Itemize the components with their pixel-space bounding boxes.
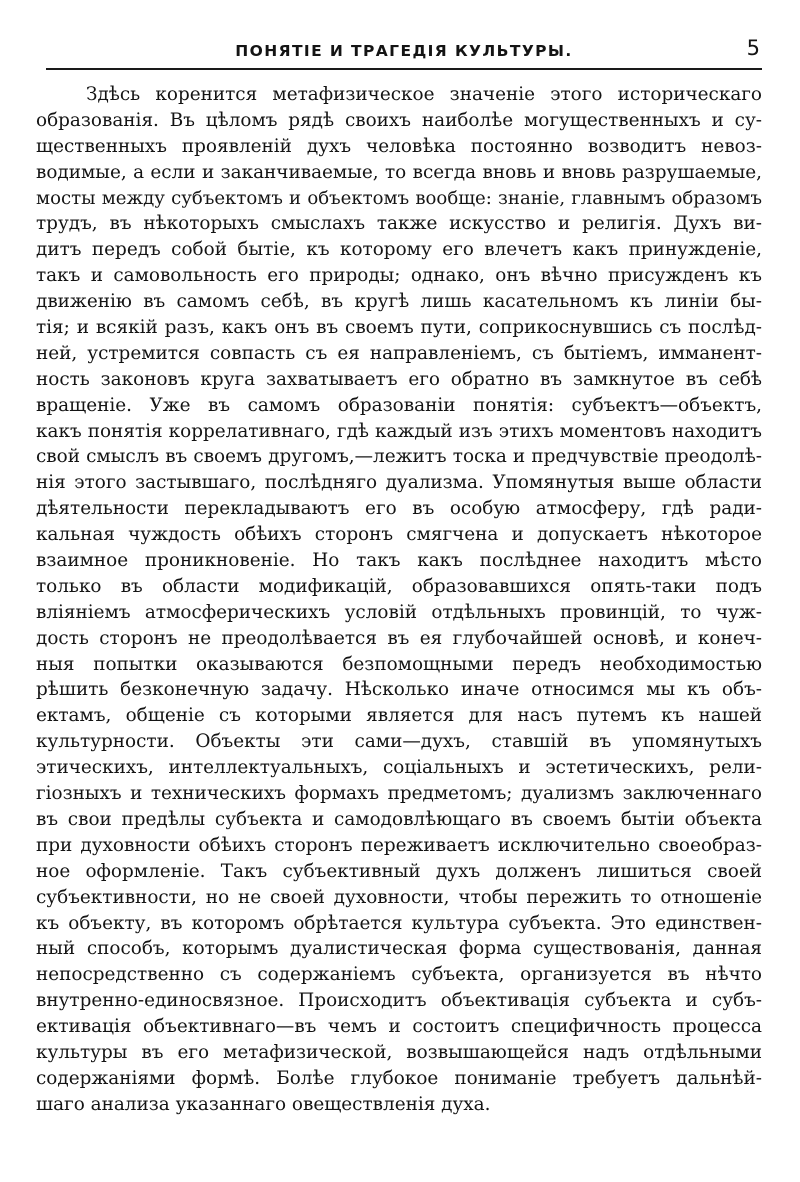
text-line: ный способъ, которымъ дуалистическая форма существованія, данная bbox=[36, 938, 762, 960]
text-line: культурности. Объекты эти сами—духъ, ставшій въ упомянутыхъ bbox=[36, 731, 762, 753]
page-number: 5 bbox=[746, 36, 760, 60]
text-line: кальная чуждость обѣихъ сторонъ смягчена и допускаетъ нѣкоторое bbox=[36, 524, 762, 546]
text-line: какъ понятія коррелативнаго, гдѣ каждый изъ этихъ моментовъ находитъ bbox=[36, 420, 762, 442]
text-line: гіозныхъ и техническихъ формахъ предметомъ; дуализмъ заключеннаго bbox=[36, 783, 762, 805]
text-line: вращеніе. Уже въ самомъ образованіи понятія: субъектъ—объектъ, bbox=[36, 394, 762, 416]
text-line: водимые, а если и заканчиваемые, то всегда вновь и вновь разрушаемые, bbox=[36, 161, 762, 183]
body-paragraph bbox=[36, 82, 762, 1118]
text-line: щественныхъ проявленій духъ человѣка постоянно возводитъ невоз- bbox=[36, 135, 762, 157]
text-line: свой смыслъ въ своемъ другомъ,—лежитъ тоска и предчувствіе преодолѣ- bbox=[36, 446, 762, 468]
text-line: только въ области модификацій, образовавшихся опять-таки подъ bbox=[36, 575, 762, 597]
text-line: движенію въ самомъ себѣ, въ кругѣ лишь касательномъ къ линіи бы- bbox=[36, 291, 762, 313]
text-line: взаимное проникновеніе. Но такъ какъ послѣднее находитъ мѣсто bbox=[36, 550, 762, 572]
text-line: мосты между субъектомъ и объектомъ вообще: знаніе, главнымъ образомъ bbox=[36, 187, 762, 209]
text-line: такъ и самовольность его природы; однако, онъ вѣчно присужденъ къ bbox=[36, 265, 762, 287]
text-line: ектамъ, общеніе съ которыми является для насъ путемъ къ нашей bbox=[36, 705, 762, 727]
text-line: рѣшить безконечную задачу. Нѣсколько иначе относимся мы къ объ- bbox=[36, 679, 762, 701]
text-line: непосредственно съ содержаніемъ субъекта, организуется въ нѣчто bbox=[36, 964, 762, 986]
text-line: ное оформленіе. Такъ субъективный духъ долженъ лишиться своей bbox=[36, 860, 762, 882]
text-line: образованія. Въ цѣломъ рядѣ своихъ наиболѣе могущественныхъ и су- bbox=[36, 109, 762, 131]
text-line: ныя попытки оказываются безпомощными передъ необходимостью bbox=[36, 653, 762, 675]
running-title: ПОНЯТІЕ И ТРАГЕДІЯ КУЛЬТУРЫ. bbox=[235, 42, 573, 60]
text-line: тія; и всякій разъ, какъ онъ въ своемъ пути, соприкоснувшись съ послѣд- bbox=[36, 317, 762, 339]
text-line: вліяніемъ атмосферическихъ условій отдѣльныхъ провинцій, то чуж- bbox=[36, 601, 762, 623]
text-line: Здѣсь коренится метафизическое значенiе этого историческаго bbox=[86, 84, 762, 105]
text-line: шаго анализа указаннаго овеществленія духа. bbox=[36, 1093, 491, 1115]
text-line: внутренно-единосвязное. Происходитъ объективація субъекта и субъ- bbox=[36, 990, 762, 1012]
text-line: дость сторонъ не преодолѣвается въ ея глубочайшей основѣ, и конеч- bbox=[36, 627, 762, 649]
page-header bbox=[46, 34, 762, 70]
text-line: въ свои предѣлы субъекта и самодовлѣющаго въ своемъ бытіи объекта bbox=[36, 808, 762, 830]
text-line: при духовности обѣихъ сторонъ переживаетъ исключительно своеобраз- bbox=[36, 834, 762, 856]
text-line: дитъ передъ собой бытіе, къ которому его влечетъ какъ принужденіе, bbox=[36, 239, 762, 261]
text-line: нія этого застывшаго, послѣдняго дуализма. Упомянутыя выше области bbox=[36, 472, 762, 494]
text-line: содержаніями формѣ. Болѣе глубокое пониманіе требуетъ дальнѣй- bbox=[36, 1067, 762, 1089]
text-line: ность законовъ круга захватываетъ его обратно въ замкнутое въ себѣ bbox=[36, 368, 762, 390]
text-line: культуры въ его метафизической, возвышающейся надъ отдѣльными bbox=[36, 1041, 762, 1063]
text-line: ективація объективнаго—въ чемъ и состоитъ специфичность процесса bbox=[36, 1016, 762, 1038]
text-line: трудъ, въ нѣкоторыхъ смыслахъ также искусство и религія. Духъ ви- bbox=[36, 213, 762, 235]
text-line: дѣятельности перекладываютъ его въ особую атмосферу, гдѣ ради- bbox=[36, 498, 762, 520]
text-line: субъективности, но не своей духовности, чтобы пережить то отношеніе bbox=[36, 886, 762, 908]
text-line: къ объекту, въ которомъ обрѣтается культура субъекта. Это единствен- bbox=[36, 912, 762, 934]
text-line: этическихъ, интеллектуальныхъ, соціальныхъ и эстетическихъ, рели- bbox=[36, 757, 762, 779]
text-line: ней, устремится совпасть съ ея направленіемъ, съ бытіемъ, имманент- bbox=[36, 342, 762, 364]
